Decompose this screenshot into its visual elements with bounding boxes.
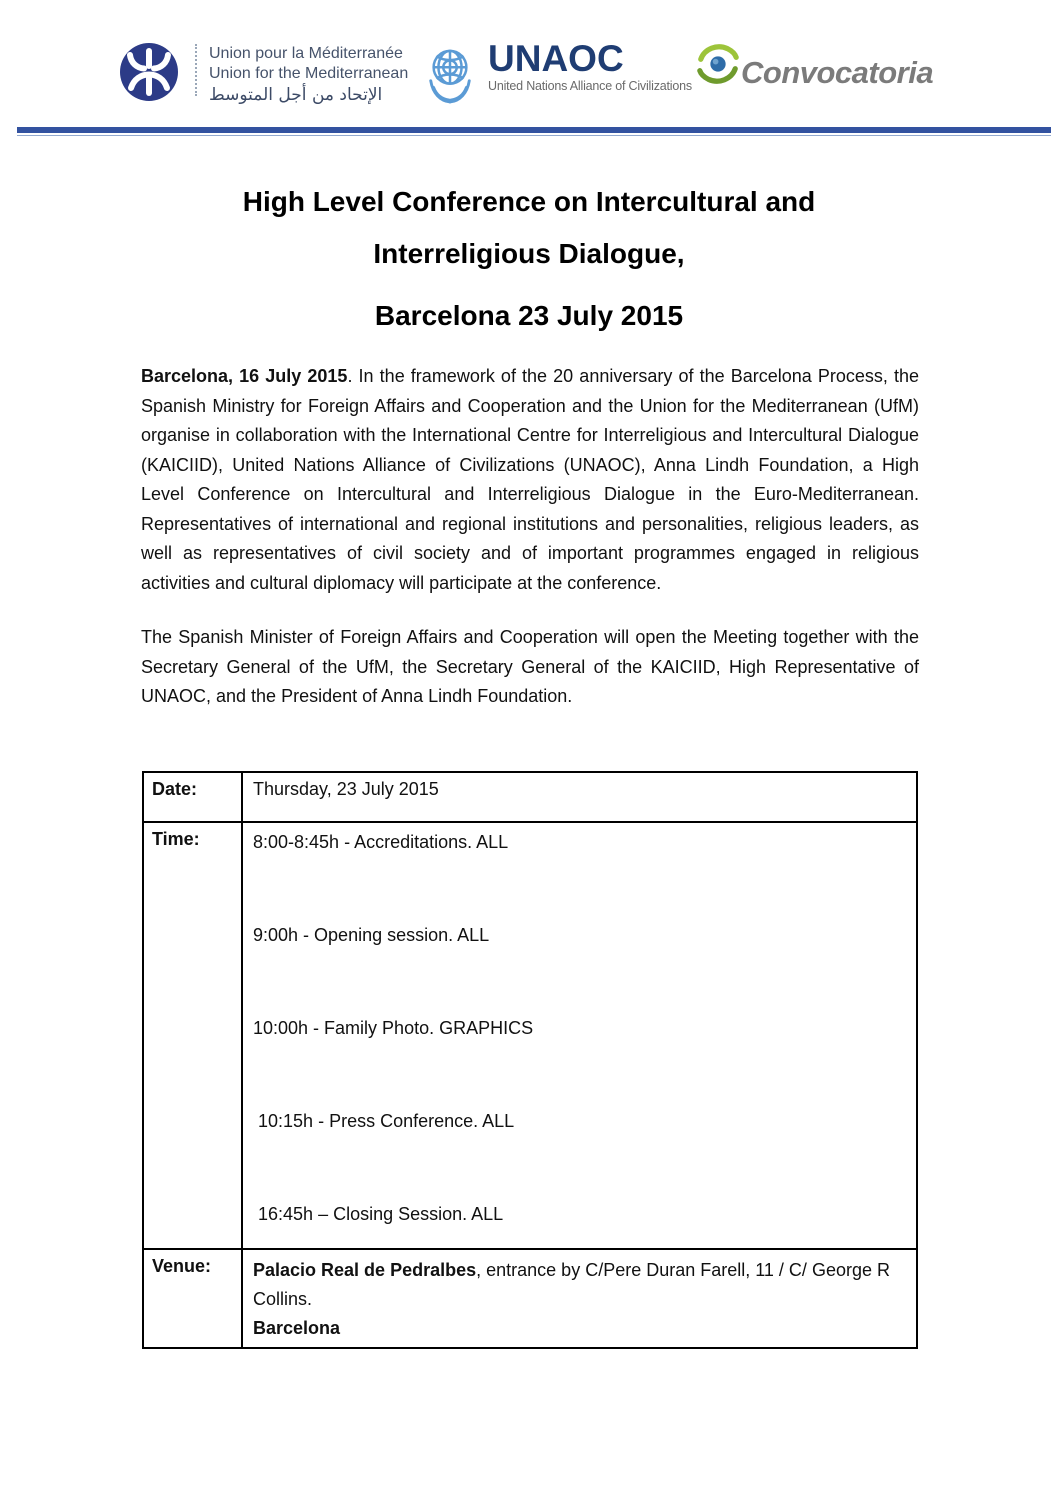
paragraph-intro-dateline: Barcelona, 16 July 2015 <box>141 366 348 386</box>
title-line-2: Interreligious Dialogue, <box>373 238 685 269</box>
table-row-venue <box>143 1249 917 1348</box>
title-line-3: Barcelona 23 July 2015 <box>374 300 684 331</box>
ufm-logo-divider <box>195 44 197 96</box>
ufm-logo-text <box>209 42 408 106</box>
ufm-title-ar: الإتحاد من أجل المتوسط <box>209 85 383 105</box>
venue-entrance: , entrance by C/Pere Duran Farell, 11 / C/ George R Collins. <box>253 1260 890 1309</box>
paragraph-intro <box>141 362 919 598</box>
venue-name: Palacio Real de Pedralbes <box>253 1260 477 1280</box>
ufm-title-fr: Union pour la Méditerranée <box>209 45 403 62</box>
venue-city: Barcelona <box>253 1318 341 1338</box>
unaoc-logo <box>424 40 740 108</box>
page-title <box>141 182 917 336</box>
ufm-title-en: Union for the Mediterranean <box>209 65 409 82</box>
date-value: Thursday, 23 July 2015 <box>242 772 917 822</box>
unaoc-acronym: UNAOC <box>488 38 624 79</box>
time-entry-accreditations: 8:00-8:45h - Accreditations. ALL <box>253 832 509 852</box>
venue-address <box>253 1256 908 1314</box>
un-emblem-icon <box>424 42 476 108</box>
doc-label: Convocatoria <box>741 55 934 90</box>
time-label: Time: <box>143 822 242 1249</box>
ufm-logo <box>119 42 408 106</box>
ufm-emblem-icon <box>119 42 179 102</box>
time-entry-press-conference: 10:15h - Press Conference. ALL <box>253 1111 515 1131</box>
time-entry-opening-session: 9:00h - Opening session. ALL <box>253 925 490 945</box>
header-divider-thin <box>17 135 1051 136</box>
time-entry-closing-session: 16:45h – Closing Session. ALL <box>253 1204 504 1224</box>
time-entry-family-photo: 10:00h - Family Photo. GRAPHICS <box>253 1018 534 1038</box>
unaoc-subtitle: United Nations Alliance of Civilizations <box>488 79 692 93</box>
date-label: Date: <box>143 772 242 822</box>
table-row-time <box>143 822 917 1249</box>
table-row-date <box>143 772 917 822</box>
unaoc-swirl-icon <box>696 42 740 86</box>
venue-value <box>242 1249 917 1348</box>
event-info-table <box>142 771 918 1349</box>
venue-label: Venue: <box>143 1249 242 1348</box>
title-line-1: High Level Conference on Intercultural and <box>242 186 816 217</box>
paragraph-intro-text: . In the framework of the 20 anniversary of the Barcelona Process, the Spanish Ministry for Foreign Affairs and Cooperation and the Union for the Mediterranean (UfM) organise in collaboration with the International Centre for Interreligious and Intercultural Dialogue (KAICIID), United Nations Alliance of Civilizations (UNAOC), Anna Lindh Foundation, a High Level Conference on Intercultural and Interreligious Dialogue in the Euro-Mediterranean. Representatives of international and regional institutions and personalities, religious leaders, as well as representatives of civil society and of important programmes engaged in religious activities and cultural diplomacy will participate at the conference. <box>141 366 920 593</box>
time-value <box>242 822 917 1249</box>
body-copy <box>141 362 919 737</box>
header-divider <box>17 127 1051 133</box>
unaoc-wordmark <box>488 40 692 93</box>
paragraph-opening: The Spanish Minister of Foreign Affairs and Cooperation will open the Meeting together with the Secretary General of the UfM, the Secretary General of the KAICIID, High Representative of UNAOC, and the President of Anna Lindh Foundation. <box>141 627 919 706</box>
